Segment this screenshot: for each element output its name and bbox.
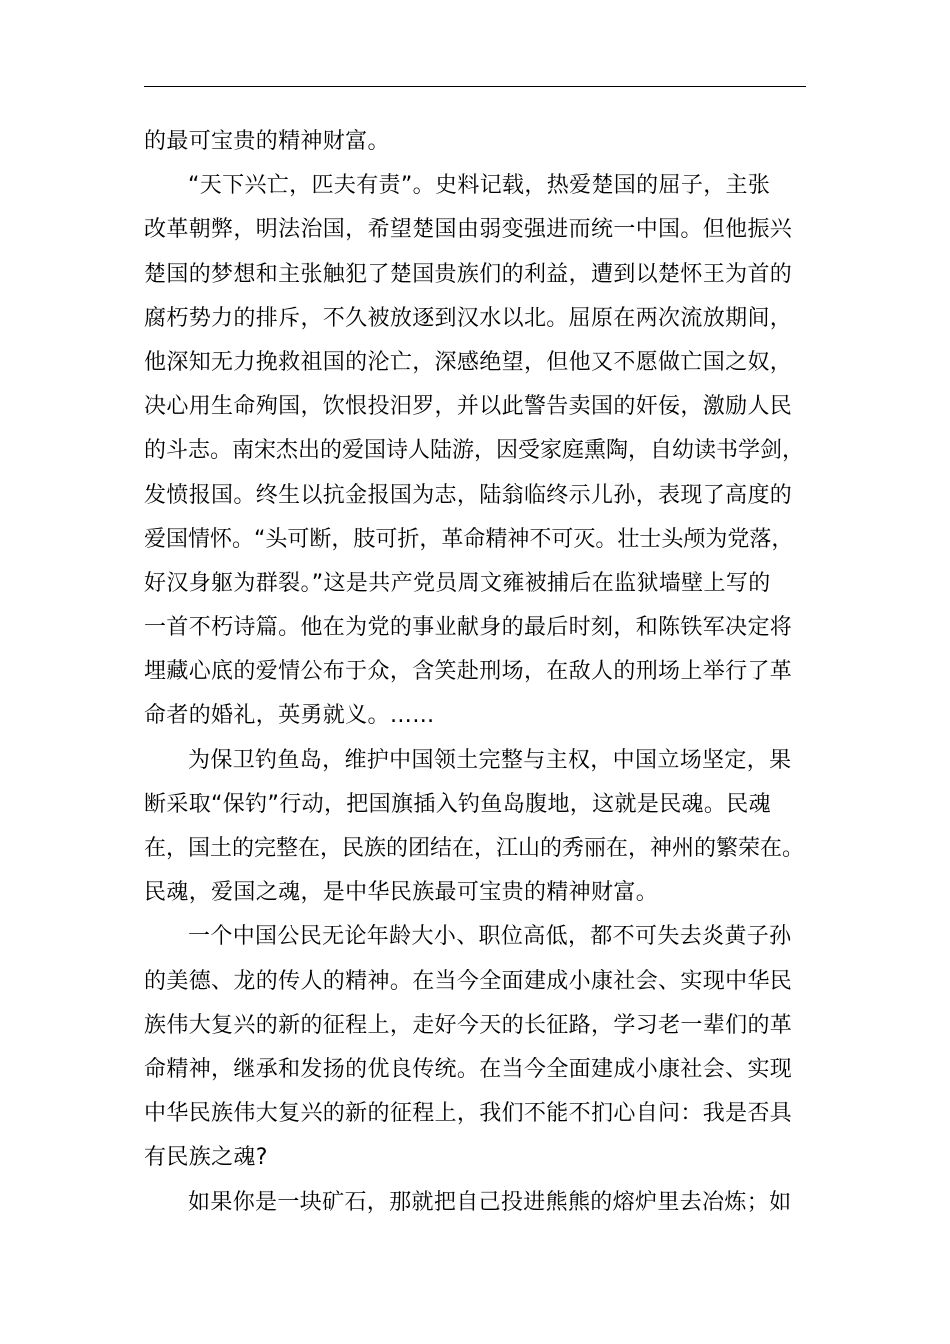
text-line: 楚国的梦想和主张触犯了楚国贵族们的利益，遭到以楚怀王为首的 [144,261,793,287]
text-line: 好汉身躯为群裂。”这是共产党员周文雍被捕后在监狱墙壁上写的 [144,570,771,596]
text-line: 他深知无力挽救祖国的沦亡，深感绝望，但他又不愿做亡国之奴， [144,349,793,375]
text-line: 中华民族伟大复兴的新的征程上，我们不能不扪心自问：我是否具 [144,1101,793,1127]
text-line: 爱国情怀。“头可断，肢可折，革命精神不可灭。壮士头颅为党落， [144,526,794,552]
text-line: 的美德、龙的传人的精神。在当今全面建成小康社会、实现中华民 [144,968,793,994]
text-line: 民魂，爱国之魂，是中华民族最可宝贵的精神财富。 [144,880,659,906]
text-line: 腐朽势力的排斥，不久被放逐到汉水以北。屈原在两次流放期间， [144,305,793,331]
body-text [144,120,808,1225]
text-line: 的斗志。南宋杰出的爱国诗人陆游，因受家庭熏陶，自幼读书学剑， [144,438,805,464]
text-line: 在，国土的完整在，民族的团结在，江山的秀丽在，神州的繁荣在。 [144,836,805,861]
text-line: 决心用生命殉国，饮恨投汨罗，并以此警告卖国的奸佞，激励人民 [144,394,793,420]
text-line: 埋藏心底的爱情公布于众，含笑赴刑场，在敌人的刑场上举行了革 [144,659,793,685]
text-line: 有民族之魂? [144,1145,268,1171]
text-line: 的最可宝贵的精神财富。 [144,129,390,154]
header-rule [144,86,806,87]
text-line: 一首不朽诗篇。他在为党的事业献身的最后时刻，和陈铁军决定将 [144,615,793,641]
paragraph-start-line: 为保卫钓鱼岛，维护中国领土完整与主权，中国立场坚定，果 [188,747,792,773]
paragraph-start-line: 一个中国公民无论年龄大小、职位高低，都不可失去炎黄子孙 [188,924,792,950]
text-line: 命精神，继承和发扬的优良传统。在当今全面建成小康社会、实现 [144,1056,793,1082]
text-line: 命者的婚礼，英勇就义。…… [144,703,435,729]
text-line: 发愤报国。终生以抗金报国为志，陆翁临终示儿孙，表现了高度的 [144,482,793,508]
text-line: 改革朝弊，明法治国，希望楚国由弱变强进而统一中国。但他振兴 [144,217,793,243]
paragraph-start-line: “天下兴亡，匹夫有责”。史料记载，热爱楚国的屈子，主张 [188,173,771,199]
paragraph-start-line: 如果你是一块矿石，那就把自己投进熊熊的熔炉里去冶炼；如 [188,1189,792,1215]
text-line: 断采取“保钓”行动，把国旗插入钓鱼岛腹地，这就是民魂。民魂 [144,791,771,817]
text-line: 族伟大复兴的新的征程上，走好今天的长征路，学习老一辈们的革 [144,1012,793,1038]
